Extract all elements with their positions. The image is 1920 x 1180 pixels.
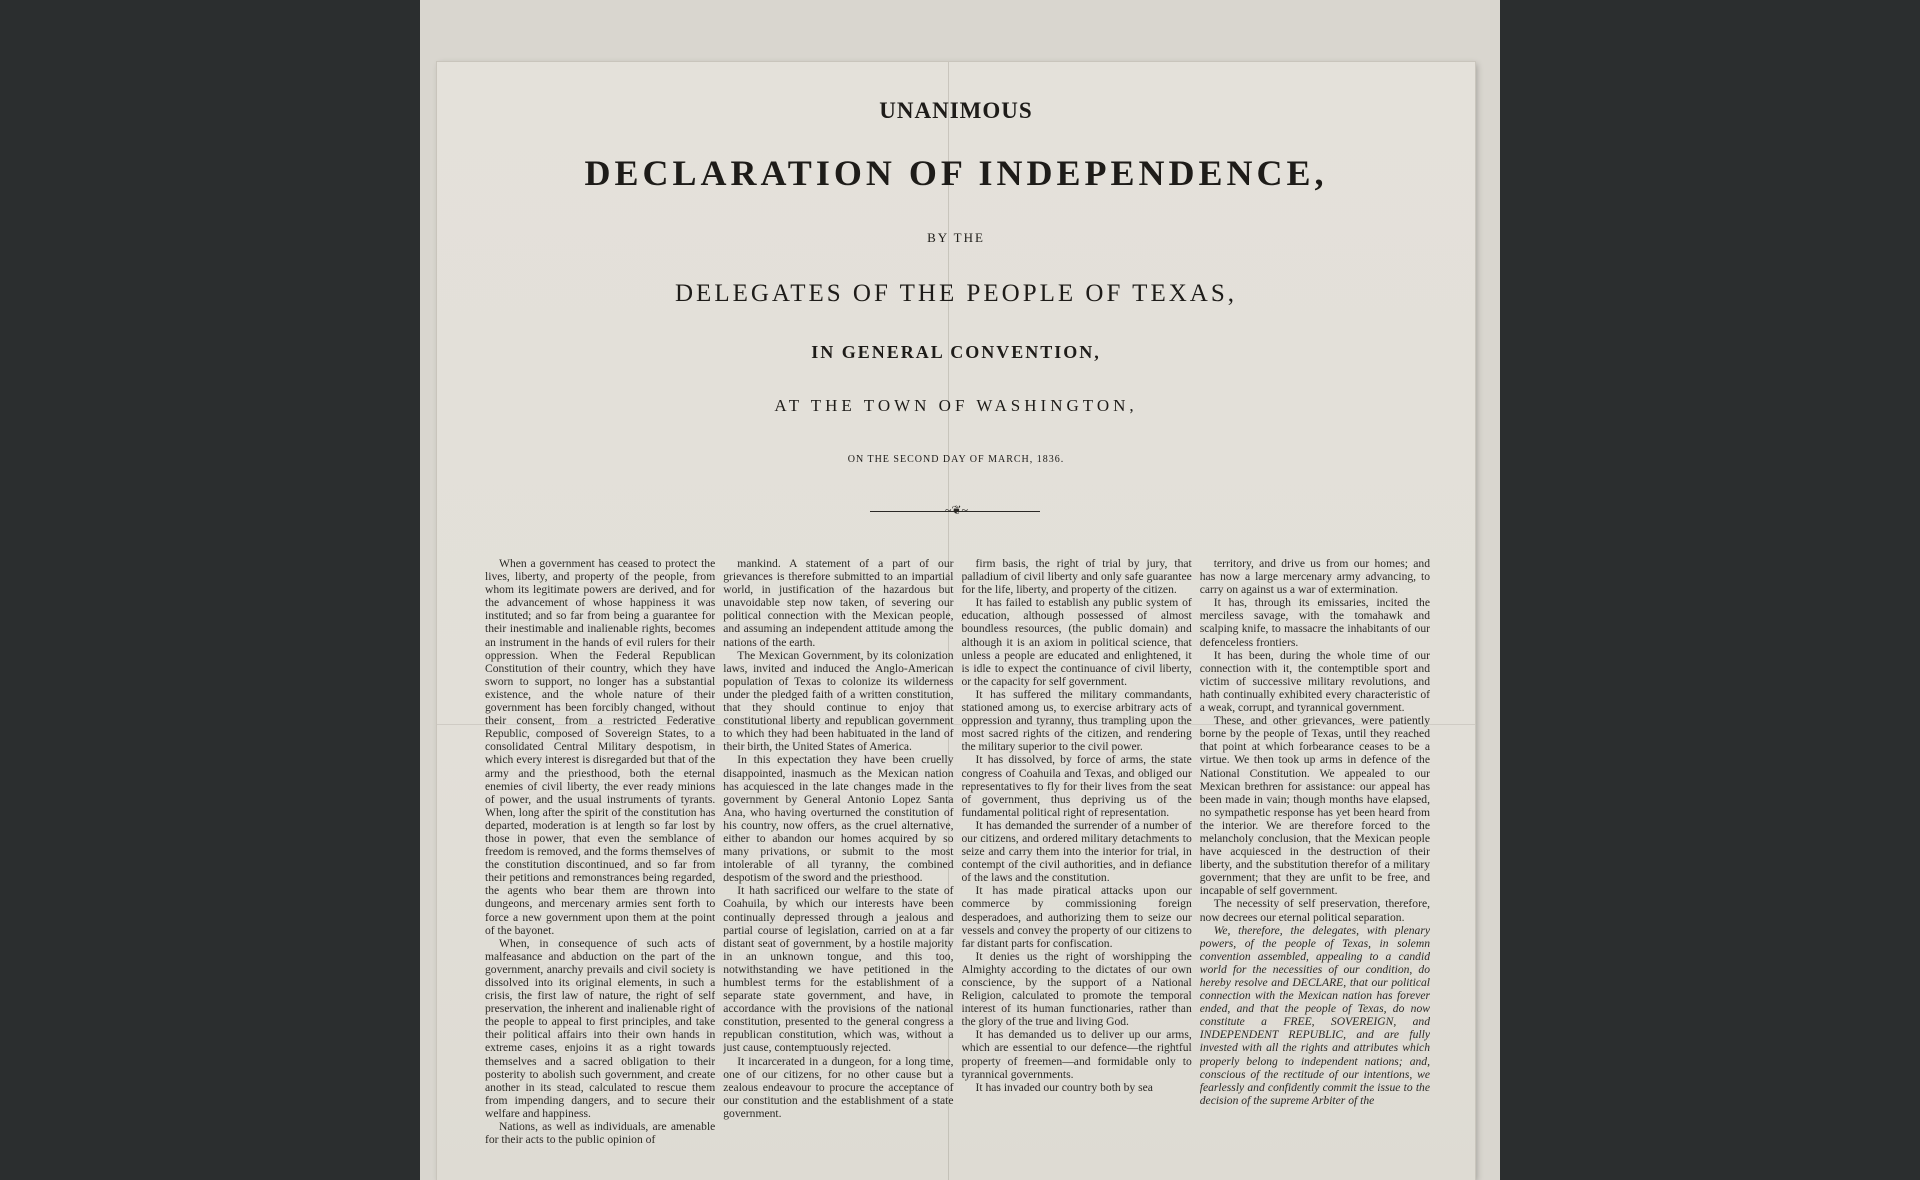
paragraph: firm basis, the right of trial by jury, that palladium of civil liberty and only safe guarantee for the life, liberty, and property of the citizen. xyxy=(961,557,1192,597)
paragraph: It has demanded us to deliver up our arms, which are essential to our defence—the rightful property of freemen—and formidable only to tyrannical governments. xyxy=(961,1028,1192,1081)
heading-general-convention: IN GENERAL CONVENTION, xyxy=(811,342,1101,362)
paragraph: It has suffered the military commandants, stationed among us, to exercise arbitrary acts of oppression and tyranny, thus trampling upon the most sacred rights of the citizen, and rendering the military superior to the civil power. xyxy=(961,687,1192,754)
paragraph: mankind. A statement of a part of our grievances is therefore submitted to an impartial world, in justification of the hazardous but unavoidable step now taken, of severing our political connection with the Mexican people, and assuming an independent attitude among the nations of the earth. xyxy=(723,557,954,649)
paragraph: It hath sacrificed our welfare to the state of Coahuila, by which our interests have been continually depressed through a jealous and partial course of legislation, carried on at a far distant seat of government, by a hostile majority in an unknown tongue, and this too, notwithstanding we have petitioned in the humblest terms for the establishment of a separate state government, and have, in accordance with the provisions of the national constitution, presented to the general congress a republican constitution, which was, without a just cause, contemptuously rejected. xyxy=(723,884,954,1055)
body-columns xyxy=(485,557,1430,1180)
paragraph: The Mexican Government, by its colonization laws, invited and induced the Anglo-American population of Texas to colonize its wilderness under the pledged faith of a written constitution, that they should continue to enjoy that constitutional liberty and republican government to which they had been habituated in the land of their birth, the United States of America. xyxy=(723,648,954,754)
heading-date: ON THE SECOND DAY OF MARCH, 1836. xyxy=(847,454,1065,465)
paragraph: It has invaded our country both by sea xyxy=(975,1080,1153,1094)
column-3 xyxy=(962,557,1192,1180)
paragraph: It has demanded the surrender of a number of our citizens, and ordered military detachments to seize and carry them into the interior for trial, in contempt of the civil authorities, and in defiance of the laws and the constitution. xyxy=(961,818,1192,885)
heading-delegates: DELEGATES OF THE PEOPLE OF TEXAS, xyxy=(675,280,1237,307)
paragraph: When, in consequence of such acts of malfeasance and abduction on the part of the government, anarchy prevails and civil society is dissolved into its original elements, in such a crisis, the first law of nature, the right of self preservation, the inherent and inalienable right of the people to appeal to first principles, and take their political affairs into their own hands in extreme cases, enjoins it as a right towards themselves and a sacred obligation to their posterity to abolish such government, and create another in its stead, calculated to rescue them from impending dangers, and to secure their welfare and happiness. xyxy=(485,936,716,1120)
paragraph: In this expectation they have been cruelly disappointed, inasmuch as the Mexican nation has acquiesced in the late changes made in the government by General Antonio Lopez Santa Ana, who having overturned the constitution of his country, now offers, as the cruel alternative, either to abandon our homes acquired by so many privations, or submit to the most intolerable of all tyranny, the combined despotism of the sword and the priesthood. xyxy=(723,753,954,885)
paragraph: It denies us the right of worshipping the Almighty according to the dictates of our own conscience, by the support of a National Religion, calculated to promote the temporal interest of its human functionaries, rather than the glory of the true and living God. xyxy=(961,949,1192,1029)
paragraph: The necessity of self preservation, therefore, now decrees our eternal political separation. xyxy=(1199,897,1430,924)
paragraph: It has, through its emissaries, incited the merciless savage, with the tomahawk and scalping knife, to massacre the inhabitants of our defenceless frontiers. xyxy=(1199,596,1430,649)
column-4 xyxy=(1200,557,1430,1180)
paragraph: It has made piratical attacks upon our commerce by commissioning foreign desperadoes, and authorizing them to seize our vessels and convey the property of our citizens to far distant parts for confiscation. xyxy=(961,884,1192,950)
paragraph: It has been, during the whole time of our connection with it, the contemptible sport and victim of successive military revolutions, and hath continually exhibited every characteristic of a weak, corrupt, and tyrannical government. xyxy=(1199,648,1430,715)
paragraph: These, and other grievances, were patiently borne by the people of Texas, until they reached that point at which forbearance ceases to be a virtue. We then took up arms in defence of the National Constitution. We appealed to our Mexican brethren for assistance: our appeal has been made in vain; though months have elapsed, no sympathetic response has yet been heard from the interior. We are therefore forced to the melancholy conclusion, that the Mexican people have acquiesced in the destruction of their liberty, and the substitution therefor of a military government; that they are unfit to be free, and incapable of self government. xyxy=(1199,714,1430,898)
paragraph: territory, and drive us from our homes; and has now a large mercenary army advancing, to carry on against us a war of extermination. xyxy=(1199,557,1430,597)
ornament-icon: ~❦~ xyxy=(945,503,969,517)
paragraph: When a government has ceased to protect the lives, liberty, and property of the people, from whom its legitimate powers are derived, and for the advancement of whose happiness it was instituted; and so far from being a guarantee for their inestimable and inalienable rights, becomes an instrument in the hands of evil rulers for their oppression. When the Federal Republican Constitution of their country, which they have sworn to support, no longer has a substantial existence, and the whole nature of their government has been forcibly changed, without their consent, from a restricted Federative Republic, composed of Sovereign States, to a consolidated Central Military despotism, in which every interest is disregarded but that of the army and the priesthood, both the eternal enemies of civil liberty, the ever ready minions of power, and the usual instruments of tyrants. When, long after the spirit of the constitution has departed, moderation is at length so far lost by those in power, that even the semblance of freedom is removed, and the forms themselves of the constitution discontinued, and so far from their petitions and remonstrances being regarded, the agents who bear them are thrown into dungeons, and mercenary armies sent forth to force a new government upon them at the point of the bayonet. xyxy=(485,557,716,937)
column-1 xyxy=(485,557,715,1180)
heading-declaration: DECLARATION OF INDEPENDENCE, xyxy=(584,153,1328,193)
column-2 xyxy=(723,557,953,1180)
paragraph: Nations, as well as individuals, are amenable for their acts to the public opinion of xyxy=(485,1120,716,1147)
paragraph: It has dissolved, by force of arms, the state congress of Coahuila and Texas, and obliged our representatives to fly for their lives from the seat of government, thus depriving us of the fundamental political right of representation. xyxy=(961,753,1192,819)
heading-by-the: BY THE xyxy=(927,230,985,245)
paragraph: It has failed to establish any public system of education, although possessed of almost boundless resources, (the public domain) and although it is an axiom in political science, that unless a people are educated and enlightened, it is idle to expect the continuance of civil liberty, or the capacity for self government. xyxy=(961,596,1192,688)
heading-town-of-washington: AT THE TOWN OF WASHINGTON, xyxy=(774,396,1138,415)
heading-unanimous: UNANIMOUS xyxy=(879,98,1033,123)
paragraph: It incarcerated in a dungeon, for a long time, one of our citizens, for no other cause but a zealous endeavour to procure the acceptance of our constitution and the establishment of a state government. xyxy=(723,1054,954,1120)
paragraph: We, therefore, the delegates, with plenary powers, of the people of Texas, in solemn convention assembled, appealing to a candid world for the necessities of our condition, do hereby resolve and DECLARE, that our political connection with the Mexican nation has forever ended, and that the people of Texas, do now constitute a FREE, SOVEREIGN, and INDEPENDENT REPUBLIC, and are fully invested with all the rights and attributes which properly belong to independent nations; and, conscious of the rectitude of our intentions, we fearlessly and confidently commit the issue to the decision of the supreme Arbiter of the xyxy=(1199,923,1430,1107)
